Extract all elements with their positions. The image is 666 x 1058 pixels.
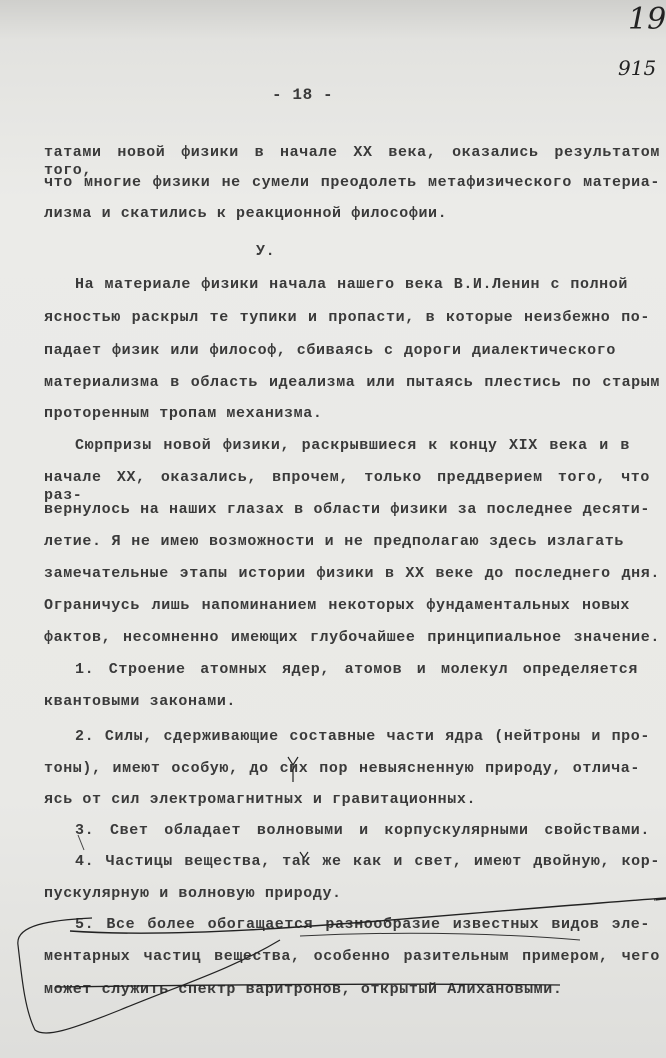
strike-line	[70, 895, 666, 934]
text-line: ясностью раскрыл те тупики и пропасти, в которые неизбежно по-	[44, 309, 650, 326]
page-number: - 18 -	[272, 86, 334, 104]
deletion-loop	[18, 918, 280, 1033]
text-line: вернулось на наших глазах в области физики за последнее десяти-	[44, 501, 650, 518]
correction-mark	[288, 757, 298, 782]
text-line: тоны), имеют особую, до сих пор невыясненную природу, отлича-	[44, 760, 640, 777]
text-line: татами новой физики в начале XX века, оказались результатом того,	[44, 144, 660, 179]
text-line: начале XX, оказались, впрочем, только преддверием того, что раз-	[44, 469, 650, 504]
text-line: Ограничусь лишь напоминанием некоторых фундаментальных новых	[44, 597, 630, 614]
text-line: что многие физики не сумели преодолеть метафизического материа-	[44, 174, 660, 191]
struck-text-line: 5. Все более обогащается разнообразие известных видов эле-	[75, 916, 650, 933]
strike-line	[55, 984, 560, 987]
struck-text-line: ментарных частиц вещества, особенно разительным примером, чего	[44, 948, 660, 965]
archive-file-number: 915	[618, 56, 657, 80]
text-line: проторенным тропам механизма.	[44, 405, 323, 422]
correction-mark	[300, 852, 308, 858]
text-line: ясь от сил электромагнитных и гравитационных.	[44, 791, 477, 808]
text-line: летие. Я не имею возможности и не предполагаю здесь излагать	[44, 533, 624, 550]
text-line: материализма в область идеализма или пытаясь плестись по старым	[44, 374, 660, 391]
text-line: 2. Силы, сдерживающие составные части ядра (нейтроны и про-	[75, 728, 650, 745]
text-line: фактов, несомненно имеющих глубочайшее принципиальное значение.	[44, 629, 660, 646]
text-line: Сюрпризы новой физики, раскрывшиеся к концу XIX века и в	[75, 437, 630, 454]
text-line: пускулярную и волновую природу.	[44, 885, 342, 902]
strike-line	[300, 933, 580, 940]
text-line: На материале физики начала нашего века В.И.Ленин с полной	[75, 276, 628, 293]
text-line: 1. Строение атомных ядер, атомов и молекул определяется	[75, 661, 638, 678]
section-heading: У.	[256, 243, 276, 260]
text-line: замечательные этапы истории физики в XX веке до последнего дня.	[44, 565, 660, 582]
text-line: падает физик или философ, сбиваясь с дороги диалектического	[44, 342, 616, 359]
struck-text-line: может служить спектр варитронов, открытый Алихановыми.	[44, 981, 563, 998]
text-line: лизма и скатились к реакционной философии.	[44, 205, 448, 222]
archive-sheet-number: 19	[628, 2, 666, 37]
correction-mark	[78, 835, 84, 850]
text-line: квантовыми законами.	[44, 693, 237, 710]
text-line: 4. Частицы вещества, так же как и свет, имеют двойную, кор-	[75, 853, 660, 870]
text-line: 3. Свет обладает волновыми и корпускулярными свойствами.	[75, 822, 650, 839]
